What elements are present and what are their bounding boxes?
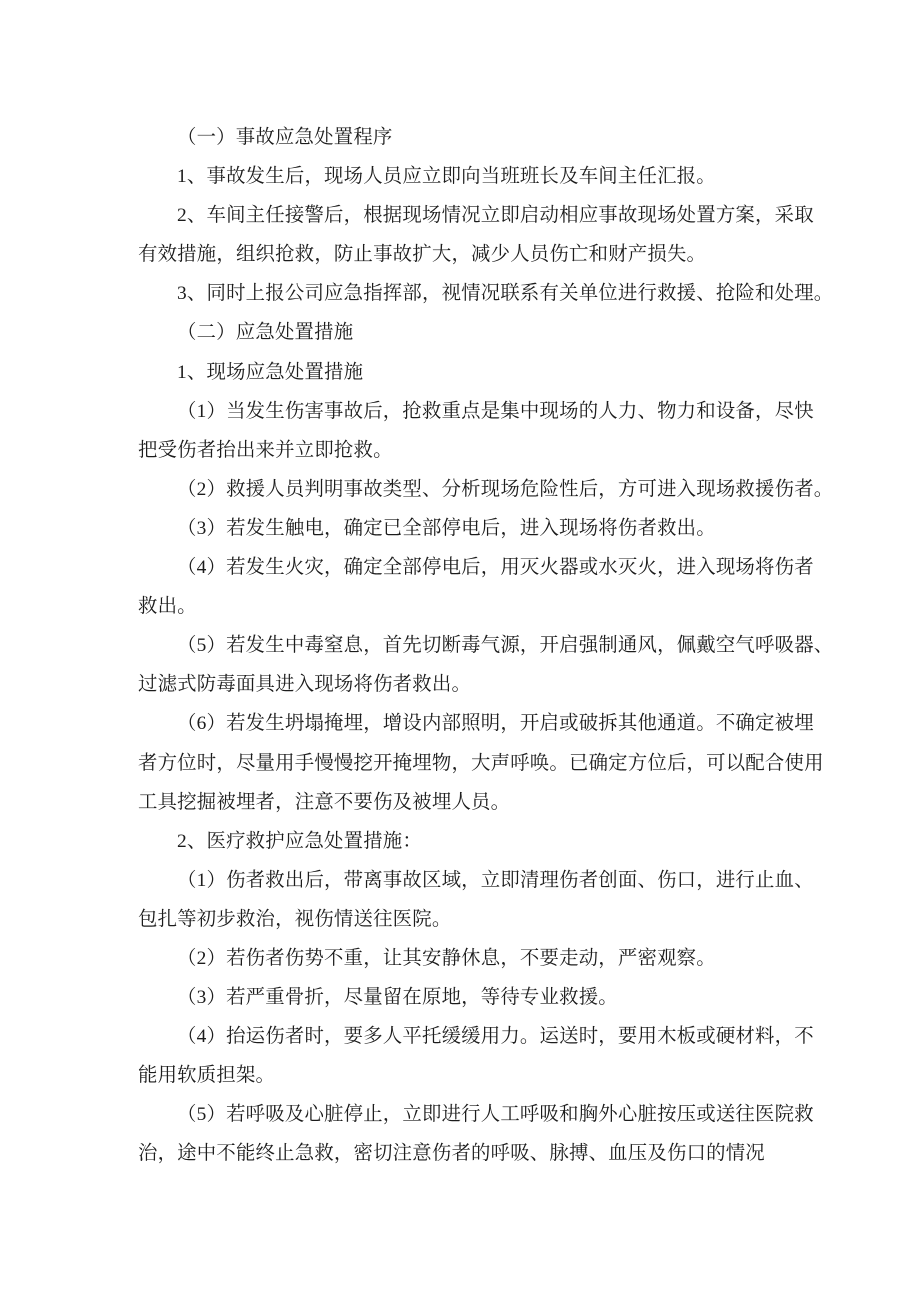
text-line: 救出。 [138, 596, 197, 618]
paragraph [138, 196, 814, 274]
text-line: 3、同时上报公司应急指挥部，视情况联系有关单位进行救援、抢险和处理。 [177, 283, 834, 305]
paragraph [138, 939, 798, 978]
paragraph [138, 704, 824, 821]
paragraph [138, 509, 798, 548]
text-line: （2）若伤者伤势不重，让其安静休息，不要走动，严密观察。 [177, 947, 716, 969]
paragraph [138, 313, 798, 352]
paragraph [138, 626, 834, 704]
text-line: （1）当发生伤害事故后，抢救重点是集中现场的人力、物力和设备，尽快 [177, 400, 814, 422]
paragraph [138, 861, 814, 939]
text-line: 2、医疗救护应急处置措施： [177, 830, 422, 852]
text-line: 治，途中不能终止急救，密切注意伤者的呼吸、脉搏、血压及伤口的情况 [138, 1143, 765, 1165]
text-line: 有效措施，组织抢救，防止事故扩大，减少人员伤亡和财产损失。 [138, 244, 707, 266]
paragraph [138, 822, 798, 861]
text-line: （一）事故应急处置程序 [177, 127, 393, 148]
text-line: 能用软质担架。 [138, 1065, 276, 1087]
paragraph [138, 978, 798, 1017]
text-line: （5）若发生中毒窒息，首先切断毒气源，开启强制通风，佩戴空气呼吸器、 [177, 635, 834, 657]
text-line: （4）抬运伤者时，要多人平托缓缓用力。运送时，要用木板或硬材料，不 [177, 1026, 814, 1048]
text-line: （二）应急处置措施 [177, 322, 354, 344]
text-line: 过滤式防毒面具进入现场将伤者救出。 [138, 674, 472, 696]
paragraph [138, 353, 798, 392]
text-line: （4）若发生火灾，确定全部停电后，用灭火器或水灭火，进入现场将伤者 [177, 557, 814, 579]
paragraph [138, 1095, 814, 1173]
text-line: （3）若严重骨折，尽量留在原地，等待专业救援。 [177, 987, 618, 1009]
text-line: 1、现场应急处置措施 [177, 361, 364, 383]
text-line: 包扎等初步救治，视伤情送往医院。 [138, 908, 452, 930]
paragraph [138, 157, 798, 196]
text-line: 1、事故发生后，现场人员应立即向当班班长及车间主任汇报。 [177, 166, 716, 188]
document-content [138, 118, 834, 1174]
text-line: 工具挖掘被埋者，注意不要伤及被埋人员。 [138, 791, 511, 813]
paragraph [138, 118, 798, 157]
text-line: （5）若呼吸及心脏停止，立即进行人工呼吸和胸外心脏按压或送往医院救 [177, 1104, 814, 1126]
text-line: 把受伤者抬出来并立即抢救。 [138, 439, 393, 461]
paragraph [138, 274, 834, 313]
text-line: 2、车间主任接警后，根据现场情况立即启动相应事故现场处置方案，采取 [177, 205, 814, 227]
text-line: （6）若发生坍塌掩埋，增设内部照明，开启或破拆其他通道。不确定被埋 [177, 713, 814, 735]
text-line: 者方位时，尽量用手慢慢挖开掩埋物，大声呼唤。已确定方位后，可以配合使用 [138, 752, 824, 774]
text-line: （1）伤者救出后，带离事故区域，立即清理伤者创面、伤口，进行止血、 [177, 869, 814, 891]
paragraph [138, 1017, 814, 1095]
paragraph [138, 470, 834, 509]
text-line: （3）若发生触电，确定已全部停电后，进入现场将伤者救出。 [177, 517, 716, 539]
paragraph [138, 392, 814, 470]
paragraph [138, 548, 814, 626]
text-line: （2）救援人员判明事故类型、分析现场危险性后，方可进入现场救援伤者。 [177, 478, 834, 500]
